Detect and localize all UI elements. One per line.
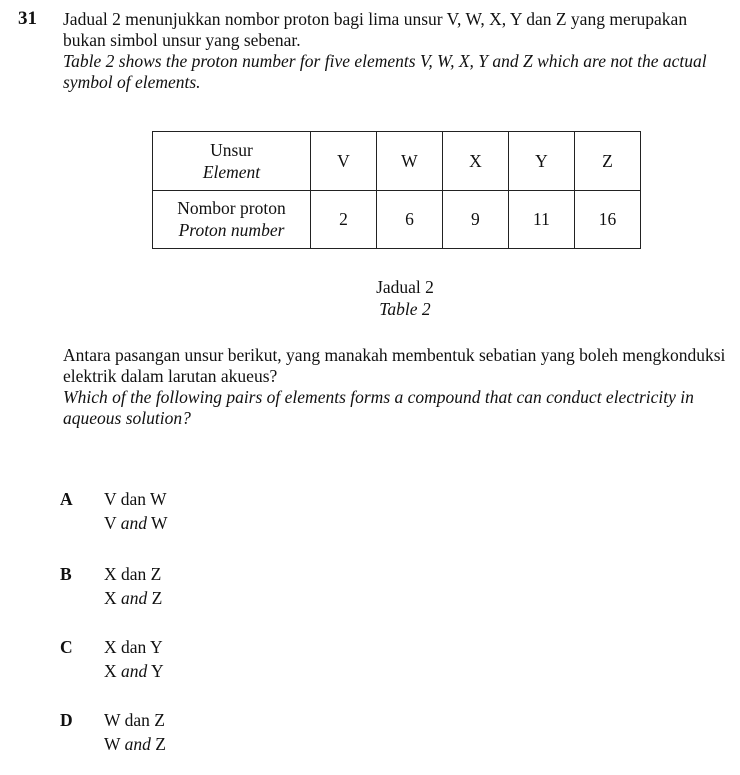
option-text-english: V and W: [104, 513, 168, 533]
element-cell: Z: [574, 132, 640, 191]
element-label-english: Element: [202, 161, 261, 182]
proton-number-table: [152, 131, 641, 249]
option-text: [104, 708, 166, 756]
option-letter: A: [60, 489, 73, 509]
proton-number-cell: 9: [442, 190, 508, 249]
option-text-malay: W dan Z: [104, 710, 165, 730]
prompt-malay: Antara pasangan unsur berikut, yang manakah membentuk sebatian yang boleh mengkonduksi elektrik dalam larutan akueus?: [63, 345, 726, 386]
option-text-malay: X dan Y: [104, 637, 163, 657]
option-text-english: X and Z: [104, 588, 163, 608]
caption-english: Table 2: [379, 299, 431, 319]
option-text: [104, 487, 168, 535]
element-cell: V: [311, 132, 377, 191]
element-header-cell: [153, 132, 311, 191]
option-text-malay: X dan Z: [104, 564, 162, 584]
element-cell: Y: [508, 132, 574, 191]
proton-number-cell: 6: [376, 190, 442, 249]
table-caption: [300, 276, 510, 320]
question-prompt: [63, 345, 728, 429]
option-text-malay: V dan W: [104, 489, 167, 509]
question-number: 31: [18, 8, 37, 29]
question-stem: [63, 9, 728, 93]
prompt-english: Which of the following pairs of elements forms a compound that can conduct electricity in aqueous solution?: [63, 387, 694, 428]
element-cell: X: [442, 132, 508, 191]
option-text-english: W and Z: [104, 734, 166, 754]
element-row: [153, 132, 641, 191]
element-cell: W: [376, 132, 442, 191]
option-letter: D: [60, 710, 73, 730]
stem-malay: Jadual 2 menunjukkan nombor proton bagi lima unsur V, W, X, Y dan Z yang merupakan bukan simbol unsur yang sebenar.: [63, 9, 688, 50]
caption-malay: Jadual 2: [376, 277, 434, 297]
element-label-malay: Unsur: [210, 139, 253, 160]
option-text: [104, 562, 162, 610]
option-letter: B: [60, 564, 72, 584]
proton-header-cell: [153, 190, 311, 249]
proton-number-cell: 16: [574, 190, 640, 249]
option-text-english: X and Y: [104, 661, 164, 681]
proton-label-english: Proton number: [178, 220, 285, 241]
proton-label-malay: Nombor proton: [177, 198, 286, 219]
option-letter: C: [60, 637, 73, 657]
option-text: [104, 635, 164, 683]
stem-english: Table 2 shows the proton number for five elements V, W, X, Y and Z which are not the actual symbol of elements.: [63, 51, 707, 92]
proton-number-cell: 2: [311, 190, 377, 249]
proton-number-cell: 11: [508, 190, 574, 249]
proton-number-row: [153, 190, 641, 249]
